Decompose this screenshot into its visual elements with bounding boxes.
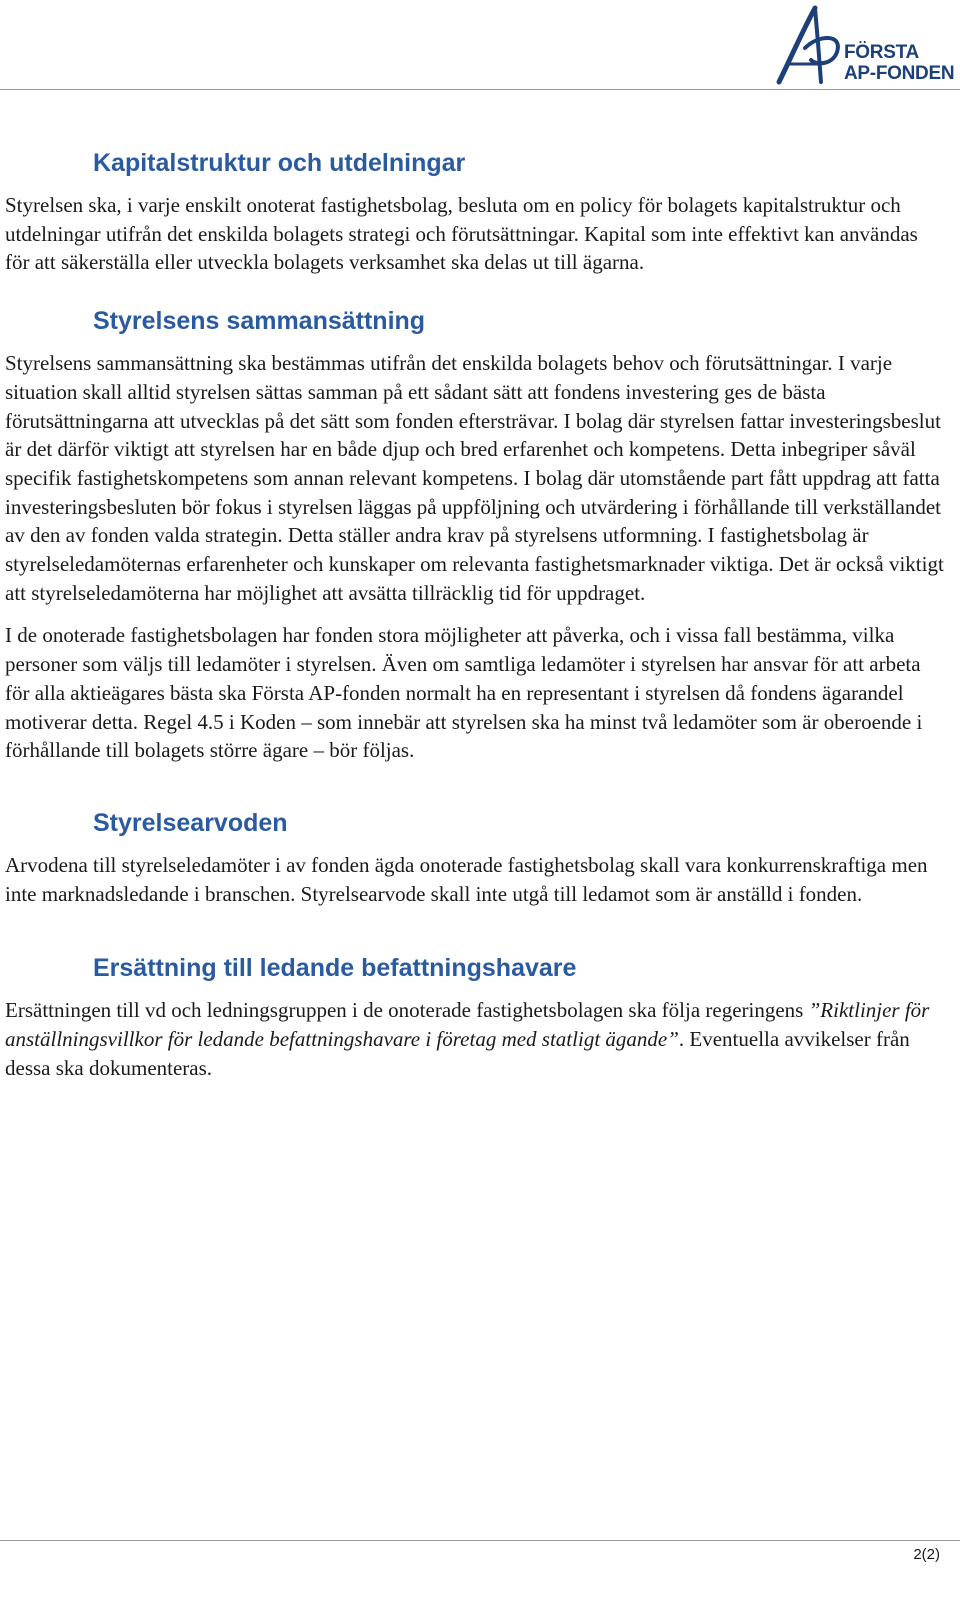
section-ersattning [5, 950, 945, 1082]
logo-text [844, 42, 954, 84]
page-number: 2(2) [913, 1546, 940, 1563]
ersattning-text-after: . Eventuella avvikelser från dessa ska dokumenteras. [5, 1027, 910, 1080]
section-kapitalstruktur [5, 145, 945, 277]
paragraph-sammansattning-2: I de onoterade fastighetsbolagen har fonden stora möjligheter att påverka, och i vissa fall bestämma, vilka personer som väljs till ledamöter i styrelsen. Även om samtliga ledamöter i styrelsen har ansvar för att arbeta för alla aktieägares bästa ska Första AP-fonden normalt ha en representant i styrelsen då fondens ägarandel motiverar detta. Regel 4.5 i Koden – som innebär att styrelsen ska ha minst två ledamöter som är oberoende i förhållande till bolagets större ägare – bör följas. [5, 623, 923, 763]
logo-line-1: FÖRSTA [844, 42, 919, 63]
paragraph-sammansattning-1: Styrelsens sammansättning ska bestämmas utifrån det enskilda bolagets behov och förutsättningar. I varje situation skall alltid styrelsen sättas samman på ett sådant sätt att fondens investering ges de bästa förutsättningarna att utvecklas på det sätt som fonden eftersträvar. I bolag där styrelsen fattar investeringsbeslut är det därför viktigt att styrelsen har en både djup och bred erfarenhet och kompetens. Detta inbegriper såväl specifik fastighetskompetens som annan relevant kompetens. I bolag där utomstående part fått uppdrag att fatta investeringsbesluten bör fokus i styrelsen läggas på uppföljning och utvärdering i förhållande till verkställandet av den av fonden valda strategin. Detta ställer andra krav på styrelsens utformning. I fastighetsbolag är styrelseledamöternas erfarenheter och kunskaper om relevanta fastighetsmarknader viktiga. Det är också viktigt att styrelseledamöterna har möjlighet att avsätta tillräcklig tid för uppdraget. [5, 351, 944, 605]
logo-line-2: AP-FONDEN [844, 63, 955, 84]
ersattning-guideline-title: ”Riktlinjer för anställningsvillkor för ledande befattningshavare i företag med statligt ägande” [5, 998, 930, 1052]
header-divider [0, 89, 960, 90]
document-body [5, 145, 945, 1082]
heading-styrelsearvoden: Styrelsearvoden [93, 808, 288, 837]
footer-divider [0, 1540, 960, 1541]
paragraph-kapitalstruktur: Styrelsen ska, i varje enskilt onoterat fastighetsbolag, besluta om en policy för bolagets kapitalstruktur och utdelningar utifrån det enskilda bolagets strategi och förutsättningar. Kapital som inte effektivt kan användas för att säkerställa eller utveckla bolagets verksamhet ska delas ut till ägarna. [5, 193, 918, 275]
logo [775, 4, 955, 86]
heading-ersattning: Ersättning till ledande befattningshavare [93, 954, 577, 983]
heading-kapitalstruktur: Kapitalstruktur och utdelningar [93, 149, 466, 177]
heading-styrelsens-sammansattning: Styrelsens sammansättning [93, 307, 426, 336]
section-styrelsearvoden [5, 805, 945, 908]
paragraph-styrelsearvoden: Arvodena till styrelseledamöter i av fonden ägda onoterade fastighetsbolag skall vara konkurrenskraftiga men inte marknadsledande i branschen. Styrelsearvode skall inte utgå till ledamot som är anställd i fonden. [5, 852, 928, 906]
paragraph-ersattning [5, 996, 945, 1082]
ersattning-text-before: Ersättningen till vd och ledningsgruppen i de onoterade fastighetsbolagen ska följa regeringens [5, 998, 809, 1023]
section-styrelsens-sammansattning [5, 303, 945, 765]
ap-fonden-logo-icon [775, 4, 845, 86]
